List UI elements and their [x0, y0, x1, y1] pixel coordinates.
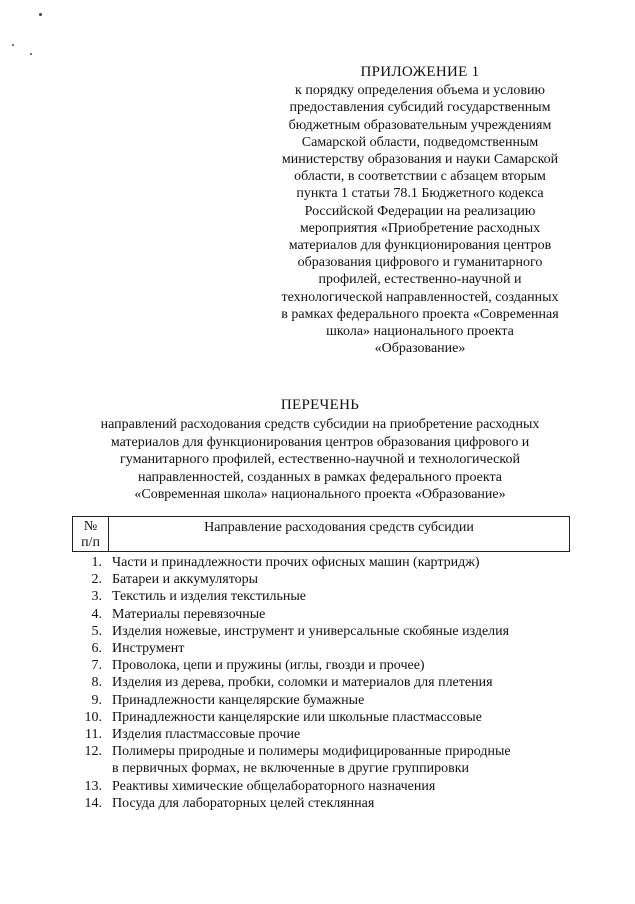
appendix-line: области, в соответствии с абзацем вторым: [294, 169, 546, 185]
subtitle-line: «Современная школа» национального проекта «Образование»: [134, 487, 506, 503]
appendix-line: школа» национального проекта: [326, 324, 514, 340]
appendix-line: технологической направленностей, созданных: [281, 289, 559, 305]
list-title: ПЕРЕЧЕНЬ: [280, 397, 360, 413]
table-row: [72, 692, 570, 709]
appendix-line: образования цифрового и гуманитарного: [297, 255, 543, 271]
row-direction-line: Материалы перевязочные: [112, 606, 266, 622]
subtitle-line: направлений расходования средств субсидии на приобретение расходных: [100, 417, 540, 432]
row-number: 11.: [85, 727, 102, 743]
appendix-block: [270, 64, 570, 357]
table-header: [72, 516, 570, 552]
row-direction-line: Изделия из дерева, пробки, соломки и материалов для плетения: [112, 675, 493, 691]
row-direction-line: Изделия ножевые, инструмент и универсальные скобяные изделия: [112, 623, 510, 639]
row-direction: [108, 674, 570, 691]
row-direction-line: Полимеры природные и полимеры модифицированные природные: [112, 744, 511, 760]
row-direction: [108, 743, 570, 777]
row-direction-line: Инструмент: [112, 641, 185, 657]
row-number: 13.: [84, 778, 102, 794]
scan-speck: [39, 13, 42, 16]
row-number: 4.: [91, 606, 102, 622]
row-direction: [108, 726, 570, 743]
appendix-line: министерству образования и науки Самарской: [281, 152, 559, 168]
row-direction: [108, 588, 570, 605]
row-direction-line: Текстиль и изделия текстильные: [112, 589, 306, 605]
row-direction: [108, 709, 570, 726]
row-number: 14.: [84, 795, 102, 811]
row-direction: [108, 571, 570, 588]
table-body: [72, 554, 570, 812]
row-direction: [108, 640, 570, 657]
appendix-line: «Образование»: [374, 341, 466, 357]
row-direction: [108, 623, 570, 640]
row-direction-line: Реактивы химические общелабораторного назначения: [112, 778, 436, 794]
appendix-line: Самарской области, подведомственным: [301, 134, 539, 150]
row-direction-line: Проволока, цепи и пружины (иглы, гвозди и прочее): [112, 658, 425, 674]
appendix-line: пункта 1 статьи 78.1 Бюджетного кодекса: [296, 186, 544, 202]
row-number: 10.: [84, 709, 102, 725]
table-row: [72, 571, 570, 588]
row-number: 3.: [91, 589, 102, 605]
appendix-line: бюджетным образовательным учреждениям: [288, 117, 552, 133]
table-row: [72, 743, 570, 777]
row-direction: [108, 778, 570, 795]
row-direction-line: в первичных формах, не включенные в другие группировки: [112, 761, 470, 777]
row-direction-line: Посуда для лабораторных целей стеклянная: [112, 795, 375, 811]
row-direction-line: Изделия пластмассовые прочие: [112, 727, 301, 743]
appendix-line: профилей, естественно-научной и: [318, 272, 522, 288]
row-direction: [108, 606, 570, 623]
row-direction-line: Принадлежности канцелярские бумажные: [112, 692, 365, 708]
list-subtitle: [60, 416, 580, 504]
row-number: 5.: [91, 623, 102, 639]
appendix-line: в рамках федерального проекта «Современная: [281, 306, 559, 322]
header-number-cell: [73, 517, 109, 551]
table-row: [72, 623, 570, 640]
table-row: [72, 674, 570, 691]
row-number: 7.: [91, 658, 102, 674]
scan-speck: [30, 53, 32, 55]
table-row: [72, 657, 570, 674]
row-number: 9.: [91, 692, 102, 708]
row-number: 2.: [91, 572, 102, 588]
row-number: 8.: [91, 675, 102, 691]
header-number-sublabel: п/п: [81, 535, 100, 550]
table-row: [72, 554, 570, 571]
appendix-line: к порядку определения объема и условию: [295, 83, 545, 99]
table-row: [72, 640, 570, 657]
appendix-line: материалов для функционирования центров: [288, 238, 552, 254]
row-direction-line: Части и принадлежности прочих офисных машин (картридж): [112, 555, 480, 570]
row-direction-line: Батареи и аккумуляторы: [112, 572, 259, 588]
row-number: 1.: [91, 555, 102, 570]
table-row: [72, 778, 570, 795]
row-direction: [108, 795, 570, 812]
subtitle-line: гуманитарного профилей, естественно-научной и технологической: [120, 452, 520, 468]
scan-speck: [12, 44, 14, 46]
appendix-text: [270, 82, 570, 357]
table-row: [72, 709, 570, 726]
appendix-line: мероприятия «Приобретение расходных: [299, 220, 541, 236]
row-direction: [108, 692, 570, 709]
appendix-title: ПРИЛОЖЕНИЕ 1: [360, 64, 480, 80]
header-number-label: №: [83, 519, 98, 534]
table-row: [72, 795, 570, 812]
row-direction-line: Принадлежности канцелярские или школьные пластмассовые: [112, 709, 482, 725]
subtitle-line: направленностей, созданных в рамках федерального проекта: [138, 469, 502, 485]
row-direction: [108, 554, 570, 571]
table-row: [72, 588, 570, 605]
header-direction-label: Направление расходования средств субсидии: [204, 520, 474, 535]
appendix-line: Российской Федерации на реализацию: [304, 203, 536, 219]
row-number: 12.: [84, 744, 102, 760]
appendix-line: предоставления субсидий государственным: [289, 100, 551, 116]
subtitle-line: материалов для функционирования центров образования цифрового и: [110, 434, 530, 450]
row-direction: [108, 657, 570, 674]
table-row: [72, 606, 570, 623]
row-number: 6.: [91, 641, 102, 657]
table-row: [72, 726, 570, 743]
